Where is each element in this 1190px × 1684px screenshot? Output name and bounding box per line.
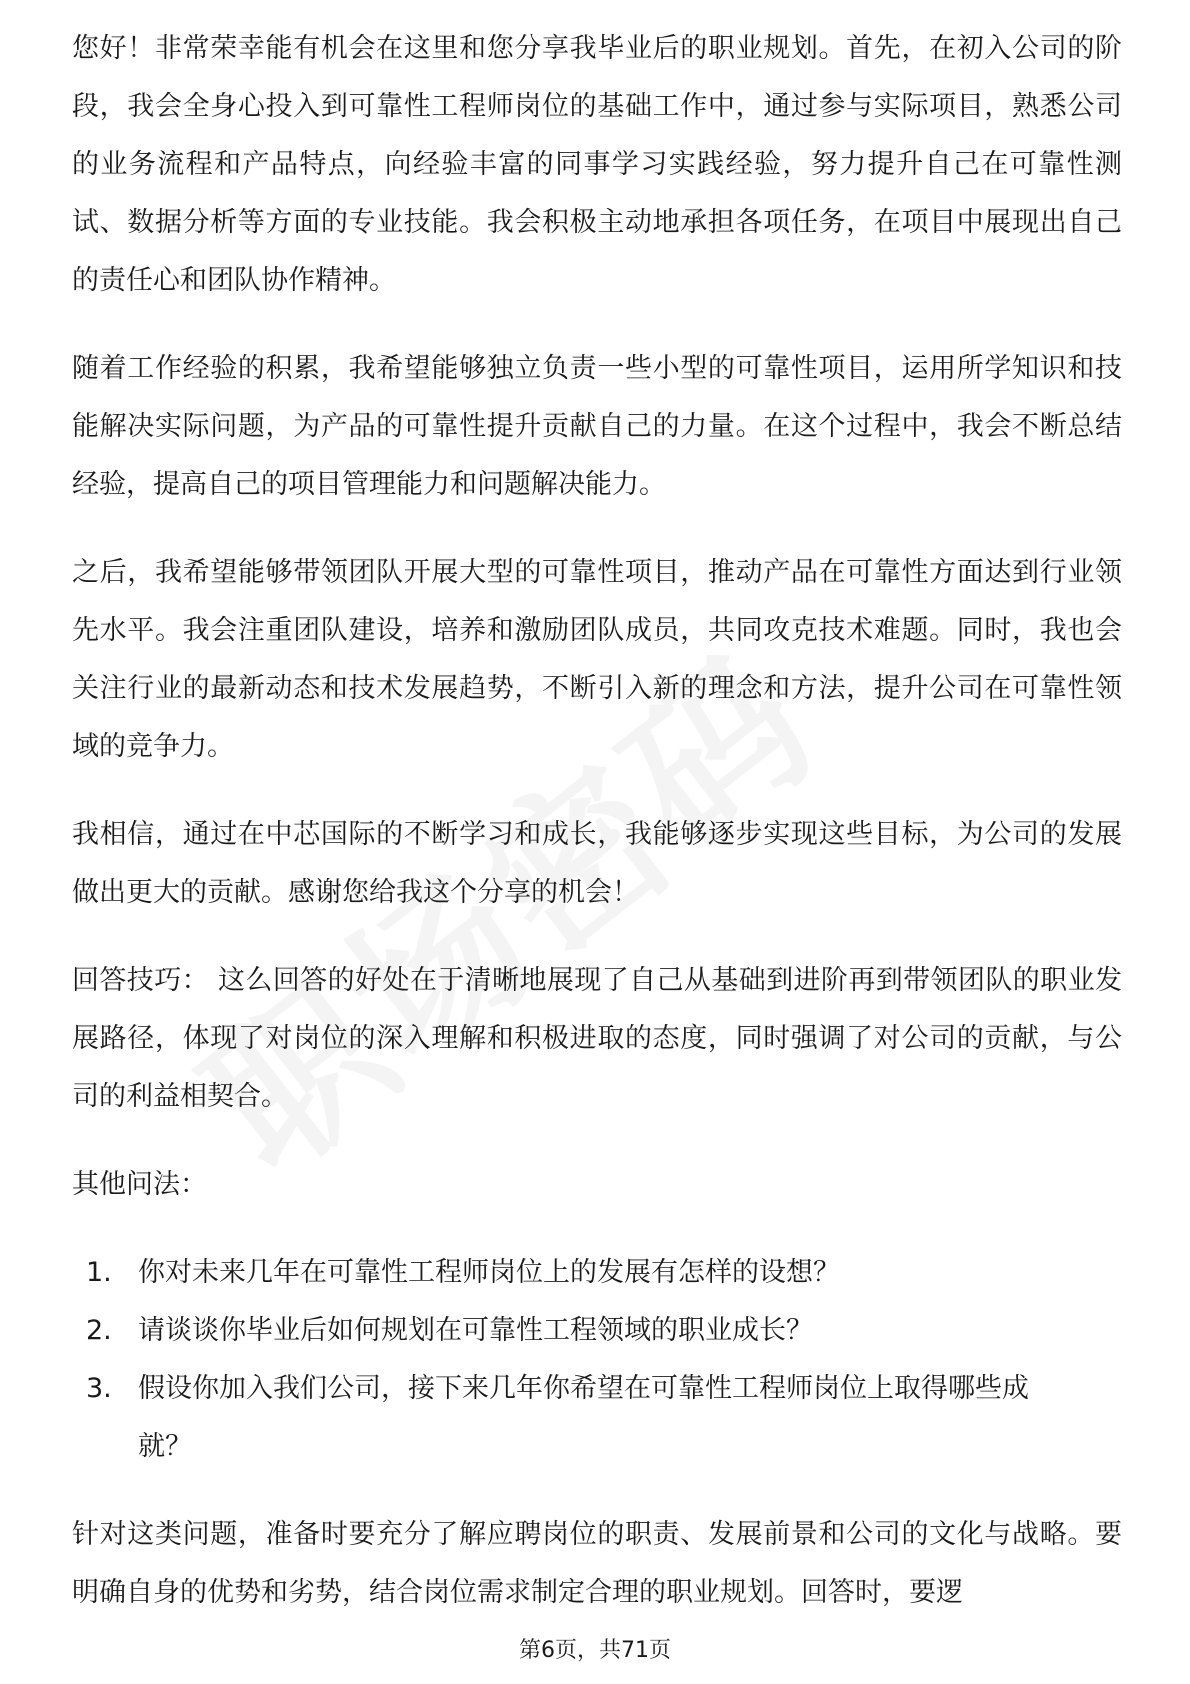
paragraph-conclusion: 我相信，通过在中芯国际的不断学习和成长，我能够逐步实现这些目标，为公司的发展做出更大的贡献。感谢您给我这个分享的机会！ — [72, 819, 1122, 908]
list-item — [72, 1360, 1122, 1476]
other-questions-list — [72, 1244, 1122, 1476]
paragraph-growth: 随着工作经验的积累，我希望能够独立负责一些小型的可靠性项目，运用所学知识和技能解决实际问题，为产品的可靠性提升贡献自己的力量。在这个过程中，我会不断总结经验，提高自己的项目管理能力和问题解决能力。 — [72, 353, 1122, 500]
list-item-text: 假设你加入我们公司，接下来几年你希望在可靠性工程师岗位上取得哪些成就？ — [138, 1373, 1029, 1462]
paragraph-closing: 针对这类问题，准备时要充分了解应聘岗位的职责、发展前景和公司的文化与战略。要明确自身的优势和劣势，结合岗位需求制定合理的职业规划。回答时，要逻 — [72, 1519, 1122, 1608]
paragraph-answer-tips: 回答技巧： 这么回答的好处在于清晰地展现了自己从基础到进阶再到带领团队的职业发展路径，体现了对岗位的深入理解和积极进取的态度，同时强调了对公司的贡献，与公司的利益相契合。 — [72, 965, 1122, 1112]
list-item-text: 请谈谈你毕业后如何规划在可靠性工程领域的职业成长？ — [138, 1315, 813, 1346]
other-questions-heading: 其他问法： — [72, 1169, 207, 1200]
paragraph-intro: 您好！非常荣幸能有机会在这里和您分享我毕业后的职业规划。首先，在初入公司的阶段，我会全身心投入到可靠性工程师岗位的基础工作中，通过参与实际项目，熟悉公司的业务流程和产品特点，向经验丰富的同事学习实践经验，努力提升自己在可靠性测试、数据分析等方面的专业技能。我会积极主动地承担各项任务，在项目中展现出自己的责任心和团队协作精神。 — [72, 33, 1122, 296]
list-item — [72, 1302, 1122, 1360]
list-item-number: 2. — [86, 1315, 112, 1346]
list-item — [72, 1244, 1122, 1302]
list-item-text: 你对未来几年在可靠性工程师岗位上的发展有怎样的设想？ — [138, 1257, 840, 1288]
list-item-number: 3. — [86, 1373, 112, 1404]
page-footer — [0, 1633, 1190, 1664]
paragraph-leadership: 之后，我希望能够带领团队开展大型的可靠性项目，推动产品在可靠性方面达到行业领先水平。我会注重团队建设，培养和激励团队成员，共同攻克技术难题。同时，我也会关注行业的最新动态和技术发展趋势，不断引入新的理念和方法，提升公司在可靠性领域的竞争力。 — [72, 557, 1122, 762]
document-body — [72, 33, 1122, 1652]
page-number: 第6页，共71页 — [519, 1638, 671, 1663]
list-item-number: 1. — [86, 1257, 112, 1288]
